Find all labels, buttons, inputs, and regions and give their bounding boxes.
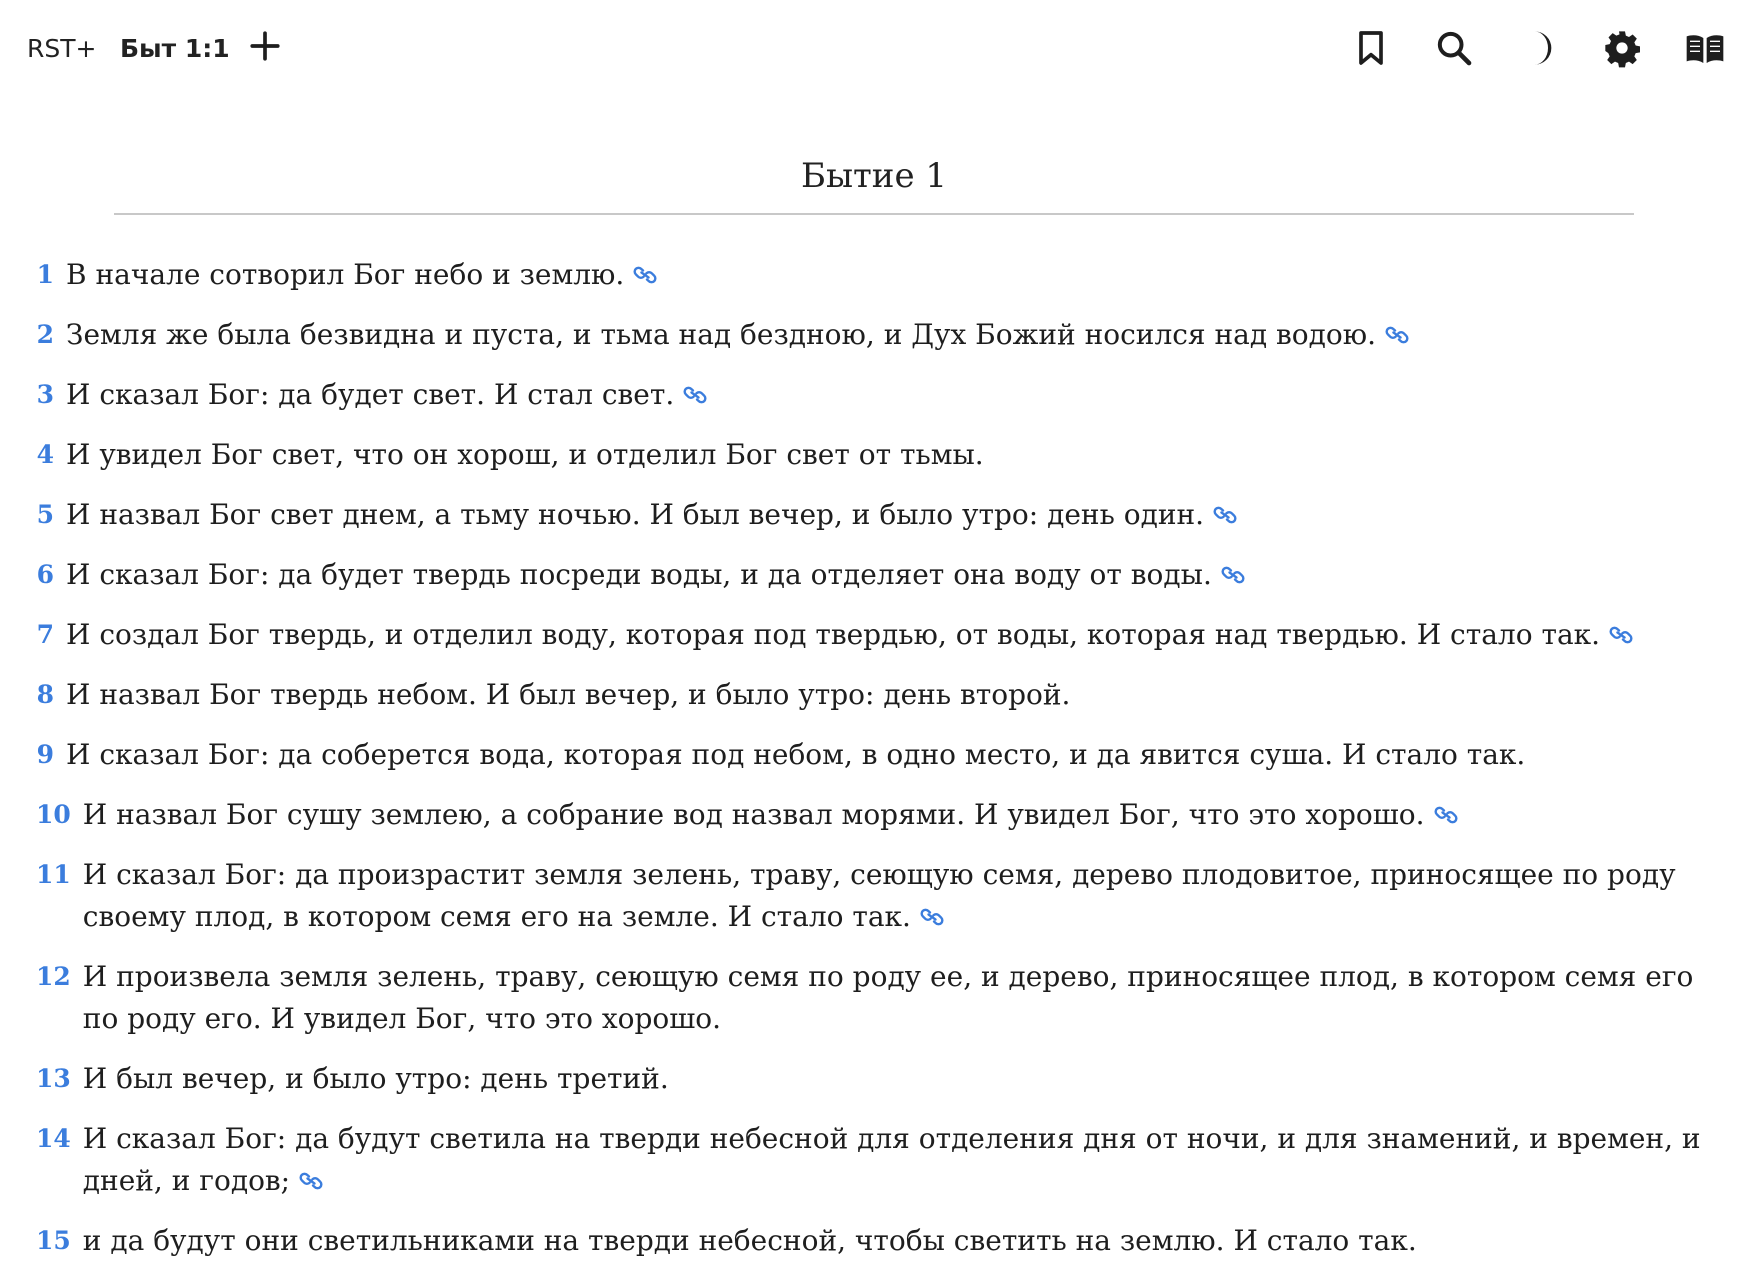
- theme-icon[interactable]: [1518, 28, 1558, 68]
- verse-text-container: [83, 854, 1716, 938]
- verse-text-container: [66, 494, 1716, 536]
- verse-text-container: [66, 674, 1716, 716]
- chapter-title: Бытие 1: [800, 156, 948, 196]
- verse-row[interactable]: [36, 494, 1716, 536]
- verse-text: И был вечер, и было утро: день третий.: [82, 1062, 669, 1095]
- verse-text: И сказал Бог: да будет свет. И стал свет.: [66, 378, 675, 411]
- verse-text-container: [66, 554, 1716, 596]
- verse-number[interactable]: 12: [36, 962, 71, 991]
- version-selector[interactable]: RST+: [27, 34, 97, 63]
- verse-text-container: [83, 1118, 1716, 1202]
- verse-row[interactable]: [36, 854, 1716, 938]
- verse-number[interactable]: 11: [36, 860, 71, 889]
- verse-number[interactable]: 15: [36, 1226, 71, 1255]
- verse-row[interactable]: [36, 374, 1716, 416]
- verse-text: И сказал Бог: да будет твердь посреди воды, и да отделяет она воду от воды.: [66, 558, 1212, 591]
- verse-text-container: [83, 956, 1716, 1040]
- reference-selector[interactable]: Быт 1:1: [120, 34, 230, 63]
- verse-row[interactable]: [36, 734, 1716, 776]
- verse-number[interactable]: 2: [36, 320, 54, 349]
- verse-text-container: [66, 374, 1716, 416]
- verse-text-container: [66, 254, 1716, 296]
- verse-text: и да будут они светильниками на тверди небесной, чтобы светить на землю. И стало так.: [82, 1224, 1417, 1257]
- verse-row[interactable]: [36, 674, 1716, 716]
- verse-number[interactable]: 10: [36, 800, 71, 829]
- verse-row[interactable]: [36, 1058, 1716, 1100]
- verse-row[interactable]: [36, 1118, 1716, 1202]
- plus-icon[interactable]: [248, 29, 282, 63]
- cross-reference-link-icon[interactable]: [1212, 505, 1238, 525]
- verse-text-container: [83, 794, 1716, 836]
- top-toolbar: [0, 0, 1737, 100]
- bookmark-icon[interactable]: [1351, 28, 1391, 68]
- verse-number[interactable]: 9: [36, 740, 54, 769]
- verse-number[interactable]: 3: [36, 380, 54, 409]
- verse-row[interactable]: [36, 254, 1716, 296]
- verse-text-container: [66, 734, 1716, 776]
- verse-text: И произвела земля зелень, траву, сеющую семя по роду ее, и дерево, приносящее плод, в котором семя его по роду его. И увидел Бог, что это хорошо.: [82, 960, 1694, 1035]
- verse-row[interactable]: [36, 1220, 1716, 1262]
- verse-text: И сказал Бог: да произрастит земля зелень, траву, сеющую семя, дерево плодовитое, приносящее по роду своему плод, в котором семя его на земле. И стало так.: [82, 858, 1676, 933]
- cross-reference-link-icon[interactable]: [1384, 325, 1410, 345]
- cross-reference-link-icon[interactable]: [919, 907, 945, 927]
- verse-row[interactable]: [36, 614, 1716, 656]
- verse-text-container: [66, 314, 1716, 356]
- verse-list: [36, 254, 1716, 1280]
- verse-text: И сказал Бог: да будут светила на тверди небесной для отделения дня от ночи, и для знамений, и времен, и дней, и годов;: [82, 1122, 1701, 1197]
- cross-reference-link-icon[interactable]: [1608, 625, 1634, 645]
- verse-row[interactable]: [36, 554, 1716, 596]
- title-divider: [114, 213, 1634, 215]
- verse-number[interactable]: 6: [36, 560, 54, 589]
- cross-reference-link-icon[interactable]: [632, 265, 658, 285]
- verse-number[interactable]: 4: [36, 440, 54, 469]
- cross-reference-link-icon[interactable]: [682, 385, 708, 405]
- verse-text: В начале сотворил Бог небо и землю.: [66, 258, 625, 291]
- verse-text: И назвал Бог свет днем, а тьму ночью. И был вечер, и было утро: день один.: [66, 498, 1205, 531]
- cross-reference-link-icon[interactable]: [1433, 805, 1459, 825]
- verse-text: И сказал Бог: да соберется вода, которая под небом, в одно место, и да явится суша. И стало так.: [66, 738, 1526, 771]
- book-icon[interactable]: [1685, 28, 1725, 68]
- verse-number[interactable]: 1: [36, 260, 54, 289]
- search-icon[interactable]: [1434, 28, 1474, 68]
- verse-text-container: [66, 614, 1716, 656]
- verse-number[interactable]: 5: [36, 500, 54, 529]
- verse-row[interactable]: [36, 434, 1716, 476]
- verse-text: Земля же была безвидна и пуста, и тьма над бездною, и Дух Божий носился над водою.: [66, 318, 1376, 351]
- verse-row[interactable]: [36, 314, 1716, 356]
- verse-text-container: [83, 1220, 1716, 1262]
- verse-number[interactable]: 14: [36, 1124, 71, 1153]
- verse-number[interactable]: 13: [36, 1064, 71, 1093]
- verse-row[interactable]: [36, 956, 1716, 1040]
- cross-reference-link-icon[interactable]: [298, 1171, 324, 1191]
- verse-text: И увидел Бог свет, что он хорош, и отделил Бог свет от тьмы.: [66, 438, 984, 471]
- verse-text-container: [66, 434, 1716, 476]
- verse-text: И назвал Бог твердь небом. И был вечер, и было утро: день второй.: [66, 678, 1071, 711]
- verse-row[interactable]: [36, 794, 1716, 836]
- verse-number[interactable]: 8: [36, 680, 54, 709]
- verse-number[interactable]: 7: [36, 620, 54, 649]
- gear-icon[interactable]: [1602, 28, 1642, 68]
- verse-text-container: [83, 1058, 1716, 1100]
- cross-reference-link-icon[interactable]: [1220, 565, 1246, 585]
- verse-text: И назвал Бог сушу землею, а собрание вод назвал морями. И увидел Бог, что это хорошо.: [82, 798, 1425, 831]
- verse-text: И создал Бог твердь, и отделил воду, которая под твердью, от воды, которая над твердью. И стало так.: [66, 618, 1601, 651]
